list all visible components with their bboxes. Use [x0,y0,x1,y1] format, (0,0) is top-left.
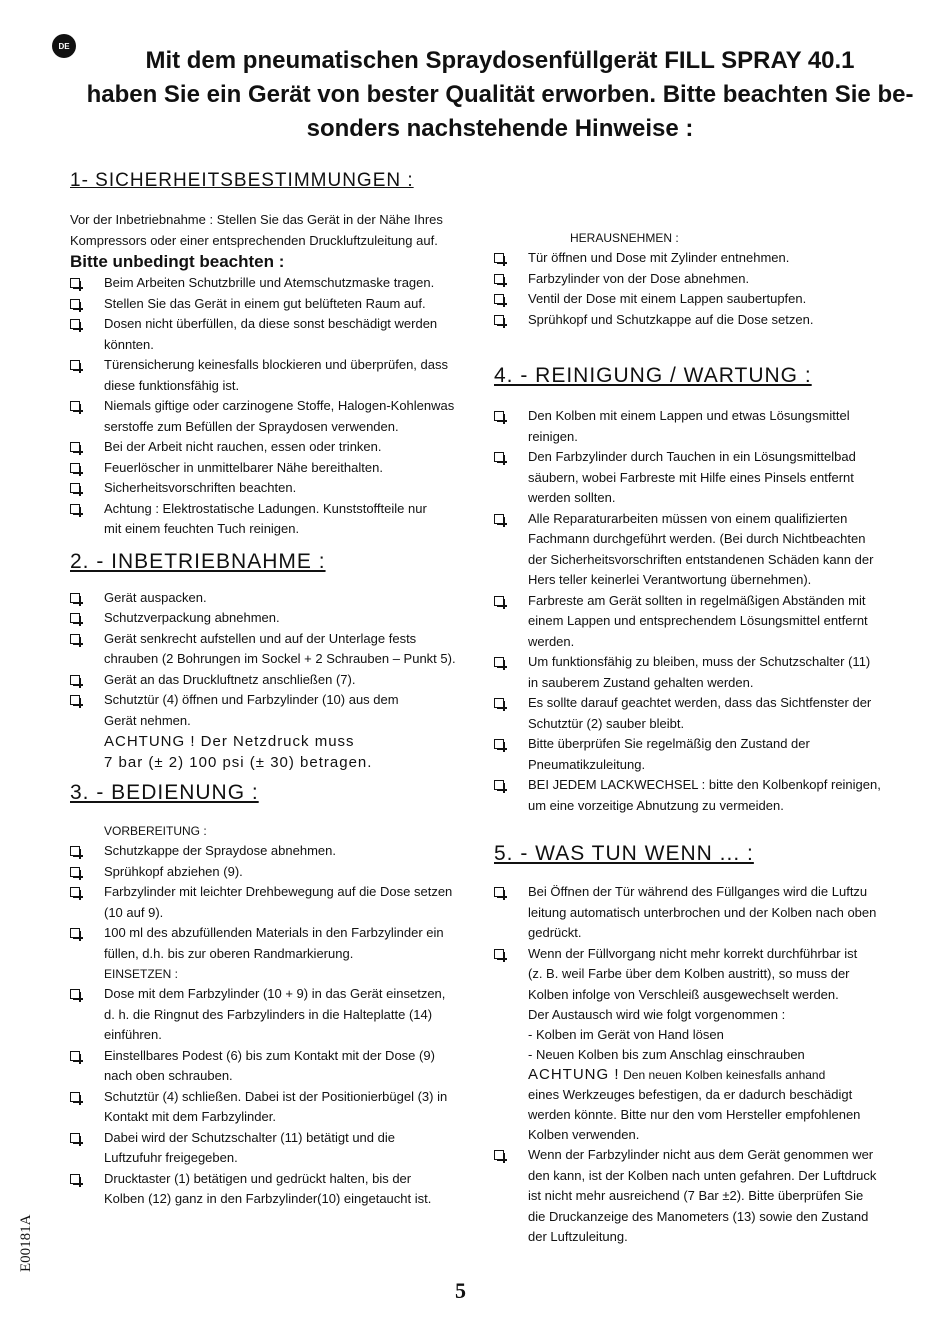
checkbox-bullet-icon [70,1133,80,1143]
list-item [70,1128,470,1169]
list-item-line: Kontakt mit dem Farbzylinder. [104,1109,276,1124]
setup-list [70,588,470,732]
list-item [494,734,894,775]
list-item-line: Gerät auspacken. [104,589,207,605]
checkbox-bullet-icon [70,867,80,877]
list-item-line: Dosen nicht überfüllen, da diese sonst beschädigt werden [104,316,438,331]
list-item-line: Feuerlöscher in unmittelbarer Nähe bereithalten. [104,459,383,475]
checkbox-bullet-icon [70,360,80,370]
list-item-line: Farbreste am Gerät sollten in regelmäßigen Abständen mit [528,592,866,608]
checkbox-bullet-icon [70,1092,80,1102]
list-item [494,882,894,944]
list-item-line: Sprühkopf und Schutzkappe auf die Dose setzen. [528,311,814,327]
list-item [70,923,470,964]
language-badge: DE [52,34,76,58]
list-item-line: Hers teller keinerlei Verantwortung übernehmen). [528,572,812,587]
list-item [494,289,894,310]
checkbox-bullet-icon [70,593,80,603]
list-item-line: werden. [528,633,575,649]
warning-text: Den neuen Kolben keinesfalls anhand [623,1068,826,1082]
list-item-line: Sprühkopf abziehen (9). [104,863,243,879]
list-item [70,1087,470,1128]
subheading-remove: HERAUSNEHMEN : [570,231,679,245]
list-item-line: Gerät senkrecht aufstellen und auf der Unterlage fests [104,630,417,646]
checkbox-bullet-icon [494,949,504,959]
list-item-line: Den Kolben mit einem Lappen und etwas Lösungsmittel [528,408,850,423]
right-column [494,228,894,1248]
list-item-line: Niemals giftige oder carzinogene Stoffe, Halogen-Kohlenwas [104,398,455,413]
checkbox-bullet-icon [70,483,80,493]
pressure-warning: ACHTUNG ! Der Netzdruck muss [104,733,355,750]
checkbox-bullet-icon [70,401,80,411]
list-item-line: Schutztür (2) sauber bleibt. [528,715,685,731]
list-item-line: Pneumatikzuleitung. [528,756,646,772]
section-heading-troubleshooting: 5. - WAS TUN WENN ... : [494,842,754,865]
list-item-line: der Sicherheitsvorschriften entstandenen Schäden kann der [528,551,874,567]
section-heading-setup: 2. - INBETRIEBNAHME : [70,549,326,573]
list-item-line: Dabei wird der Schutzschalter (11) betätigt und die [104,1129,395,1145]
list-item [494,406,894,447]
list-item [494,310,894,331]
checkbox-bullet-icon [494,739,504,749]
list-item [494,447,894,509]
list-item-line: einführen. [104,1027,162,1042]
list-item-line: Türensicherung keinesfalls blockieren und überprüfen, dass [104,357,448,372]
list-item-line: der Luftzuleitung. [528,1229,628,1244]
text-line: eines Werkzeuges befestigen, da er dadurch beschädigt [528,1087,853,1102]
list-item-line: Um funktionsfähig zu bleiben, muss der Schutzschalter (11) [528,654,871,669]
list-item-line: füllen, d.h. bis zur oberen Randmarkierung. [104,945,354,961]
checkbox-bullet-icon [494,780,504,790]
list-item-line: (10 auf 9). [104,904,164,920]
list-item-line: Schutzverpackung abnehmen. [104,610,280,625]
intro-text: Kompressors oder einer entsprechenden Druckluftzuleitung auf. [70,232,438,248]
checkbox-bullet-icon [70,299,80,309]
list-item-line: serstoffe zum Befüllen der Spraydosen verwenden. [104,418,399,434]
checkbox-bullet-icon [494,452,504,462]
list-item [70,841,470,862]
checkbox-bullet-icon [494,514,504,524]
checkbox-bullet-icon [70,319,80,329]
checkbox-bullet-icon [494,315,504,325]
insert-list [70,984,470,1210]
checkbox-bullet-icon [70,887,80,897]
checkbox-bullet-icon [70,675,80,685]
list-item-line: Achtung : Elektrostatische Ladungen. Kunststoffteile nur [104,500,427,516]
checkbox-bullet-icon [70,442,80,452]
list-item-line: 100 ml des abzufüllenden Materials in den Farbzylinder ein [104,925,444,940]
list-item [70,294,470,315]
list-item-line: diese funktionsfähig ist. [104,377,240,393]
text-line: - Kolben im Gerät von Hand lösen [528,1027,724,1042]
checkbox-bullet-icon [494,411,504,421]
checkbox-bullet-icon [70,1051,80,1061]
checkbox-bullet-icon [70,504,80,514]
checkbox-bullet-icon [70,1174,80,1184]
list-item-line: Alle Reparaturarbeiten müssen von einem qualifizierten [528,510,848,526]
list-item-line: Es sollte darauf geachtet werden, dass das Sichtfenster der [528,695,872,710]
list-item-line: den kann, ist der Kolben nach unten gefahren. Der Luftdruck [528,1167,877,1183]
pressure-warning: 7 bar (± 2) 100 psi (± 30) betragen. [104,754,373,771]
checkbox-bullet-icon [494,253,504,263]
text-line: Kolben verwenden. [528,1127,640,1142]
checkbox-bullet-icon [70,928,80,938]
list-item-line: Schutzkappe der Spraydose abnehmen. [104,843,336,858]
list-item [70,458,470,479]
checkbox-bullet-icon [494,1150,504,1160]
list-item [494,248,894,269]
list-item-line: könnten. [104,336,154,352]
list-item-line: BEI JEDEM LACKWECHSEL : bitte den Kolbenkopf reinigen, [528,777,881,792]
checkbox-bullet-icon [494,596,504,606]
checkbox-bullet-icon [494,294,504,304]
list-item [70,882,470,923]
list-item [70,670,470,691]
list-item-line: Fachmann durchgeführt werden. (Bei durch Nichtbeachten [528,531,866,546]
troubleshoot-item [494,944,894,1006]
checkbox-bullet-icon [494,698,504,708]
section-heading-operation: 3. - BEDIENUNG : [70,781,259,804]
list-item-line: (z. B. weil Farbe über dem Kolben austritt), so muss der [528,966,850,981]
list-item [70,862,470,883]
checkbox-bullet-icon [494,274,504,284]
text-line: - Neuen Kolben bis zum Anschlag einschrauben [528,1047,805,1062]
list-item-line: Stellen Sie das Gerät in einem gut belüfteten Raum auf. [104,295,426,311]
list-item [70,499,470,540]
list-item [70,984,470,1046]
list-item-line: Ventil der Dose mit einem Lappen saubertupfen. [528,291,807,306]
list-item [494,591,894,653]
safety-list [70,273,470,540]
list-item [70,690,470,731]
list-item-line: säubern, wobei Farbreste mit Hilfe eines Pinsels entfernt [528,469,854,485]
remove-list [494,248,894,330]
checkbox-bullet-icon [494,657,504,667]
list-item [70,588,470,609]
text-line: werden könnte. Bitte nur den vom Hersteller empfohlenen [528,1107,861,1122]
list-item-line: in sauberem Zustand gehalten werden. [528,674,754,690]
intro-text: Vor der Inbetriebnahme : Stellen Sie das Gerät in der Nähe Ihres [70,212,443,227]
list-item-line: d. h. die Ringnut des Farbzylinders in die Halteplatte (14) [104,1006,433,1022]
list-item-line: Bitte überprüfen Sie regelmäßig den Zustand der [528,736,810,751]
list-item [70,608,470,629]
list-item-line: Kolben (12) ganz in den Farbzylinder(10) eingetaucht ist. [104,1191,432,1206]
list-item-line: ist nicht mehr ausreichend (7 Bar ±2). Bitte überprüfen Sie [528,1188,864,1203]
list-item [494,509,894,591]
checkbox-bullet-icon [494,887,504,897]
list-item [70,273,470,294]
page-title [80,44,920,146]
list-item [70,478,470,499]
list-item [70,1169,470,1210]
checkbox-bullet-icon [70,278,80,288]
list-item-line: Einstellbares Podest (6) bis zum Kontakt mit der Dose (9) [104,1047,435,1063]
list-item-line: Farbzylinder von der Dose abnehmen. [528,270,750,286]
list-item-line: Bei Öffnen der Tür während des Füllganges wird die Luftzu [528,884,868,899]
list-item [494,693,894,734]
list-item-line: Schutztür (4) schließen. Dabei ist der Positionierbügel (3) in [104,1088,448,1104]
list-item-line: um eine vorzeitige Abnutzung zu vermeiden. [528,797,784,813]
warning-label: ACHTUNG ! [528,1066,620,1083]
checkbox-bullet-icon [70,634,80,644]
list-item-line: chrauben (2 Bohrungen im Sockel + 2 Schrauben – Punkt 5). [104,651,456,666]
list-item-line: Gerät nehmen. [104,712,191,728]
troubleshoot-item [494,1145,894,1248]
list-item-line: Farbzylinder mit leichter Drehbewegung auf die Dose setzen [104,884,453,899]
list-item [70,396,470,437]
list-item-line: Schutztür (4) öffnen und Farbzylinder (10) aus dem [104,692,399,707]
list-item-line: gedrückt. [528,925,582,940]
list-item [70,1046,470,1087]
list-item [70,314,470,355]
subheading-insert: EINSETZEN : [104,967,179,981]
troubleshoot-item [494,882,894,944]
list-item-line: Beim Arbeiten Schutzbrille und Atemschutzmaske tragen. [104,275,435,290]
replacement-notes [494,1005,894,1065]
subheading-preparation: VORBEREITUNG : [104,824,207,838]
list-item-line: Bei der Arbeit nicht rauchen, essen oder trinken. [104,439,382,454]
list-item [70,629,470,670]
document-code: E00181A [18,1214,34,1272]
list-item-line: Gerät an das Druckluftnetz anschließen (7). [104,671,356,687]
title-line: Mit dem pneumatischen Spraydosenfüllgerät FILL SPRAY 40.1 [145,47,855,74]
left-column [70,170,470,1210]
list-item-line: die Druckanzeige des Manometers (13) sowie den Zustand [528,1208,869,1224]
preparation-list [70,841,470,964]
list-item [70,355,470,396]
checkbox-bullet-icon [70,613,80,623]
list-item-line: Tür öffnen und Dose mit Zylinder entnehmen. [528,250,790,265]
list-item-line: Drucktaster (1) betätigen und gedrückt halten, bis der [104,1170,412,1186]
maintenance-list [494,406,894,816]
list-item-line: mit einem feuchten Tuch reinigen. [104,521,300,536]
attention-heading: Bitte unbedingt beachten : [70,252,285,271]
list-item [70,437,470,458]
list-item-line: Kolben infolge von Verschleiß ausgewechselt werden. [528,986,839,1002]
checkbox-bullet-icon [70,695,80,705]
list-item-line: Dose mit dem Farbzylinder (10 + 9) in das Gerät einsetzen, [104,986,446,1001]
replacement-warning-rest [494,1085,894,1145]
list-item-line: Wenn der Farbzylinder nicht aus dem Gerät genommen wer [528,1147,874,1162]
list-item-line: Den Farbzylinder durch Tauchen in ein Lösungsmittelbad [528,449,856,464]
text-line: Der Austausch wird wie folgt vorgenommen : [528,1007,786,1022]
list-item [494,269,894,290]
replacement-warning [494,1065,894,1085]
section-heading-safety: 1- SICHERHEITSBESTIMMUNGEN : [70,170,414,191]
checkbox-bullet-icon [70,846,80,856]
list-item-line: einem Lappen und entsprechendem Lösungsmittel entfernt [528,613,868,628]
list-item [494,652,894,693]
checkbox-bullet-icon [70,463,80,473]
list-item-line: Luftzufuhr freigegeben. [104,1150,238,1165]
checkbox-bullet-icon [70,989,80,999]
list-item [494,944,894,1006]
list-item-line: Sicherheitsvorschriften beachten. [104,480,297,495]
list-item-line: werden sollten. [528,490,616,505]
list-item-line: leitung automatisch unterbrochen und der Kolben nach oben [528,904,877,920]
list-item [494,775,894,816]
section-heading-maintenance: 4. - REINIGUNG / WARTUNG : [494,364,812,387]
list-item-line: nach oben schrauben. [104,1068,233,1083]
list-item-line: reinigen. [528,428,578,444]
title-line: haben Sie ein Gerät von bester Qualität erworben. Bitte beachten Sie be- [86,81,914,108]
page-number: 5 [455,1278,466,1303]
title-line: sonders nachstehende Hinweise : [306,115,694,142]
list-item [494,1145,894,1248]
list-item-line: Wenn der Füllvorgang nicht mehr korrekt durchführbar ist [528,945,858,961]
